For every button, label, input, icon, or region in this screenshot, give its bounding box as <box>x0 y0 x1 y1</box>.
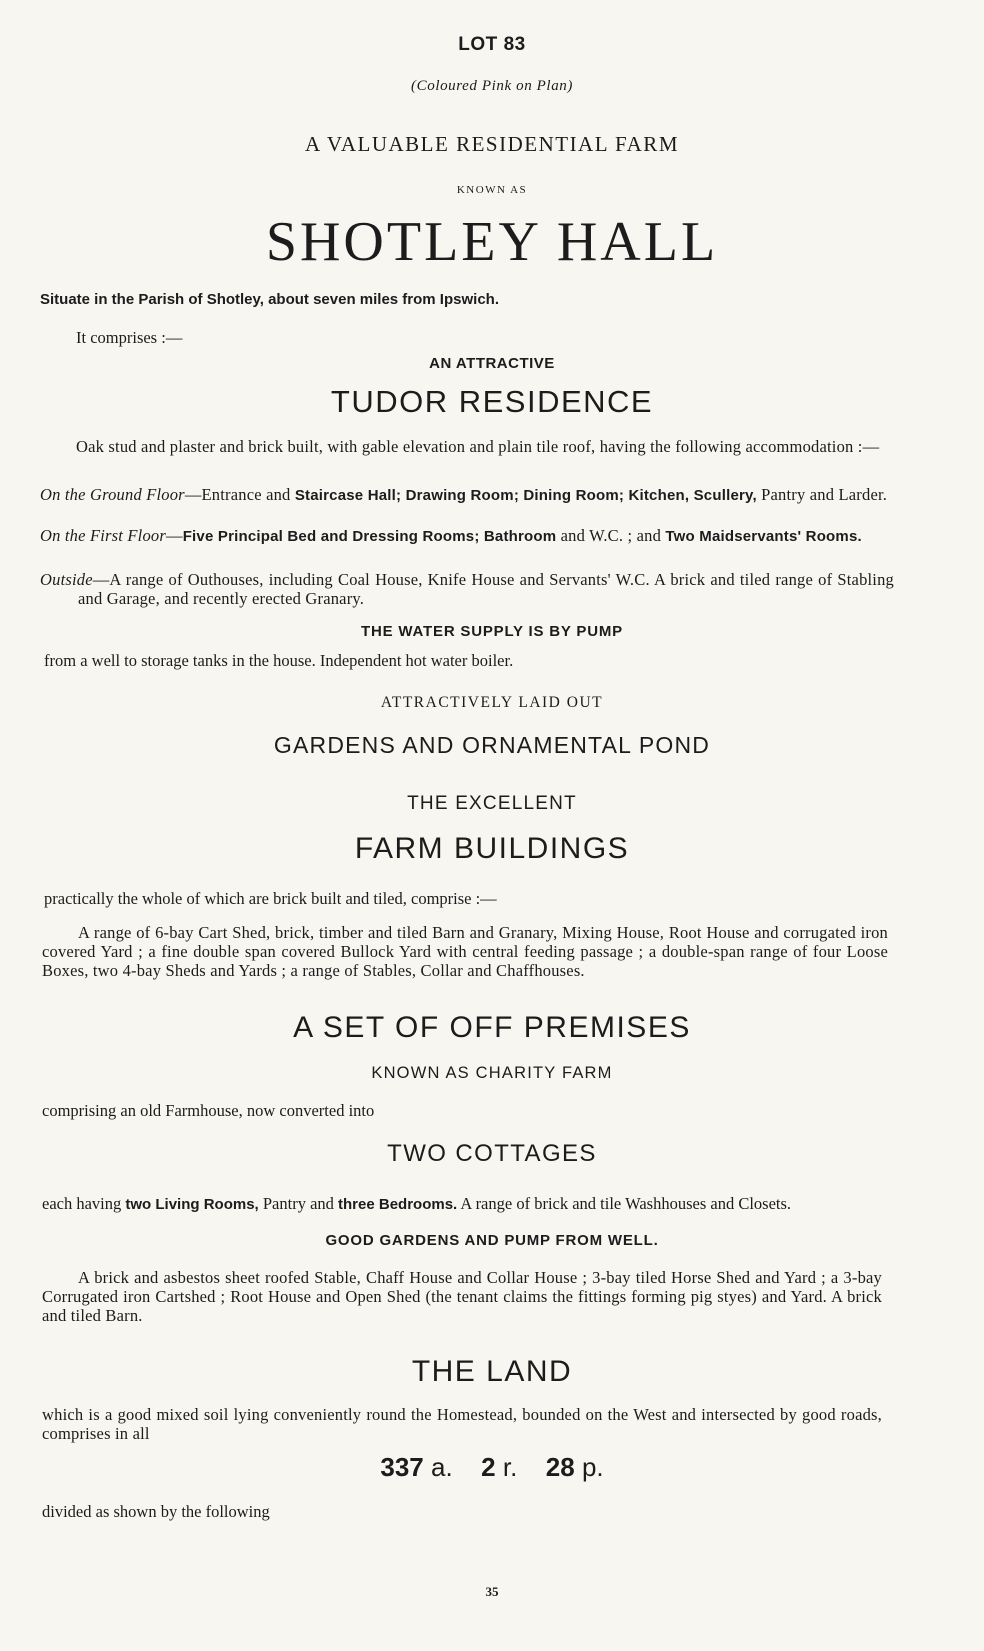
water-heading: THE WATER SUPPLY IS BY PUMP <box>361 623 623 640</box>
land-perches-unit: p. <box>581 1452 604 1482</box>
page-number: 35 <box>485 1584 499 1599</box>
cottages-living-rooms: two Living Rooms, <box>125 1196 259 1213</box>
first-floor-paragraph <box>40 526 894 546</box>
lot-note: (Coloured Pink on Plan) <box>411 78 573 94</box>
intro-heading: A VALUABLE RESIDENTIAL FARM <box>305 132 679 156</box>
land-description: which is a good mixed soil lying conveniently round the Homestead, bounded on the West and intersected by good roads, comprises in all <box>42 1405 882 1443</box>
gardens-heading: GARDENS AND ORNAMENTAL POND <box>273 732 711 758</box>
ground-floor-rooms: Staircase Hall; Drawing Room; Dining Room; Kitchen, Scullery, <box>294 487 757 504</box>
outside-label: Outside <box>40 570 93 589</box>
land-divided: divided as shown by the following <box>42 1502 270 1521</box>
ground-floor-paragraph <box>40 485 894 505</box>
outside-text: —A range of Outhouses, including Coal House, Knife House and Servants' W.C. A brick and tiled range of Stabling and Garage, and recently erected Granary. <box>78 570 894 608</box>
cottages-gardens: GOOD GARDENS AND PUMP FROM WELL. <box>325 1232 659 1249</box>
first-floor-mid: and W.C. ; and <box>556 526 666 545</box>
premises-heading: A SET OF OFF PREMISES <box>293 1011 691 1044</box>
cottages-text-1: each having <box>42 1194 126 1213</box>
situate-line: Situate in the Parish of Shotley, about seven miles from Ipswich. <box>40 291 499 308</box>
cottages-description: A brick and asbestos sheet roofed Stable, Chaff House and Collar House ; 3-bay tiled Horse Shed and Yard ; a 3-bay Corrugated iron Cartshed ; Root House and Open Shed (the tenant claims the fittings forming pig styes) and Yard. A brick and tiled Barn. <box>42 1268 882 1325</box>
farm-description: A range of 6-bay Cart Shed, brick, timber and tiled Barn and Granary, Mixing House, Root House and corrugated iron covered Yard ; a fine double span covered Bullock Yard with central feeding passage ; a double-span range of four Loose Boxes, two 4-bay Sheds and Yards ; a range of Stables, Collar and Chaffhouses. <box>42 923 888 980</box>
cottages-bedrooms: three Bedrooms. <box>338 1196 458 1213</box>
first-floor-dash: — <box>165 526 183 545</box>
page-title: SHOTLEY HALL <box>265 211 719 273</box>
land-perches: 28 <box>545 1452 575 1482</box>
lot-number: LOT 83 <box>458 34 526 55</box>
land-heading: THE LAND <box>411 1355 573 1388</box>
first-floor-maid-rooms: Two Maidservants' Rooms. <box>665 528 862 545</box>
cottages-text-3: A range of brick and tile Washhouses and Closets. <box>457 1194 792 1213</box>
known-as: KNOWN AS <box>456 184 528 196</box>
farm-kicker: THE EXCELLENT <box>407 793 577 814</box>
cottages-heading: TWO COTTAGES <box>387 1140 597 1167</box>
water-text: from a well to storage tanks in the house. Independent hot water boiler. <box>44 651 514 670</box>
ground-floor-label: On the Ground Floor <box>40 485 185 504</box>
land-roods: 2 <box>481 1452 496 1482</box>
residence-heading: TUDOR RESIDENCE <box>330 384 654 419</box>
ground-floor-tail: Pantry and Larder. <box>761 485 888 504</box>
residence-description: Oak stud and plaster and brick built, with gable elevation and plain tile roof, having the following accommodation :— <box>76 437 880 456</box>
cottages-text-2: Pantry and <box>258 1194 339 1213</box>
outside-paragraph <box>40 570 894 608</box>
gardens-kicker: ATTRACTIVELY LAID OUT <box>380 694 604 711</box>
land-acres: 337 <box>380 1452 424 1482</box>
farm-intro: practically the whole of which are brick built and tiled, comprise :— <box>44 889 497 908</box>
land-area <box>0 1452 984 1483</box>
comprises-line: It comprises :— <box>76 328 183 347</box>
first-floor-label: On the First Floor <box>40 526 166 545</box>
land-acres-unit: a. <box>431 1452 453 1482</box>
premises-known: KNOWN AS CHARITY FARM <box>371 1064 613 1082</box>
cottages-line <box>42 1194 791 1214</box>
residence-kicker: AN ATTRACTIVE <box>429 355 555 372</box>
premises-intro: comprising an old Farmhouse, now converted into <box>42 1101 375 1120</box>
ground-floor-text: —Entrance and <box>184 485 295 504</box>
land-roods-unit: r. <box>502 1452 518 1482</box>
first-floor-rooms: Five Principal Bed and Dressing Rooms; Bathroom <box>182 528 557 545</box>
farm-heading: FARM BUILDINGS <box>354 832 630 865</box>
